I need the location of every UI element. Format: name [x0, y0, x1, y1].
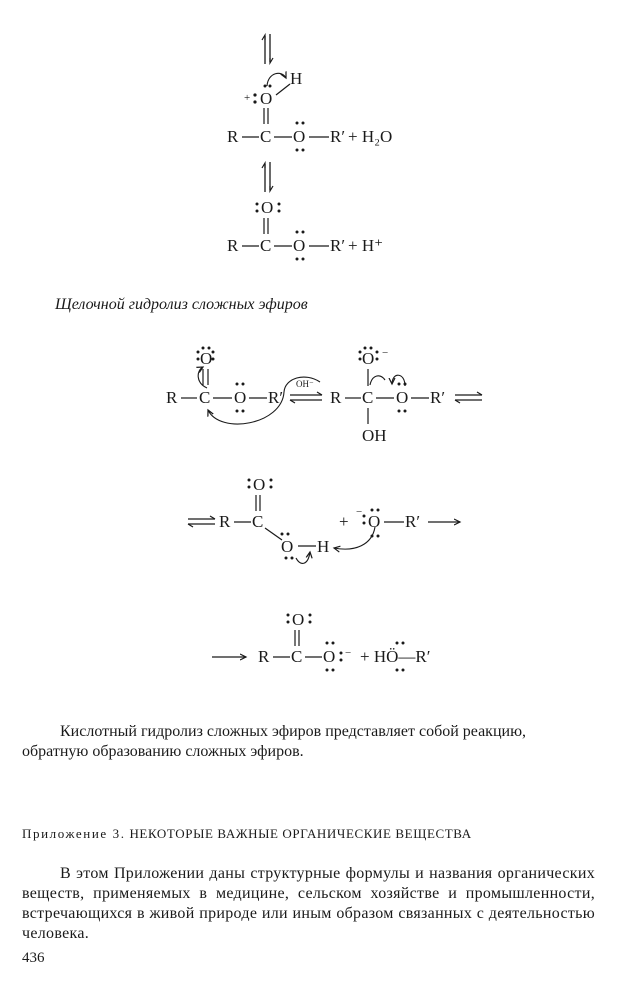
svg-text:R: R	[330, 388, 342, 407]
svg-text:R′: R′	[268, 388, 284, 407]
alcohol-term: + HÖ—R′	[360, 647, 431, 666]
paragraph-acid-hydrolysis	[22, 722, 597, 762]
svg-text:C: C	[252, 512, 264, 531]
svg-text:O: O	[396, 388, 409, 407]
equilibrium-arrow-vertical-2	[262, 162, 273, 192]
svg-text:O: O	[281, 537, 294, 556]
svg-text:O: O	[293, 127, 306, 146]
svg-text:R: R	[219, 512, 231, 531]
svg-text:C: C	[260, 236, 272, 255]
svg-text:R′: R′	[330, 127, 346, 146]
svg-text:H: H	[290, 69, 303, 88]
paragraph-appendix-intro: В этом Приложении даны структурные формулы и названия органических веществ, применяемых в медицине, сельском хозяйстве и промышленности, встречающихся в живой природе или иным образом связанных с деятельностью человека.	[22, 865, 595, 942]
protonated-ester-structure	[227, 69, 392, 152]
svg-text:R′: R′	[430, 388, 446, 407]
svg-text:H: H	[317, 537, 330, 556]
svg-text:−: −	[356, 506, 363, 518]
equilibrium-arrow-vertical-1	[262, 34, 273, 64]
svg-text:R: R	[227, 127, 239, 146]
svg-text:O: O	[261, 198, 274, 217]
svg-text:O: O	[362, 349, 375, 368]
svg-text:R: R	[166, 388, 178, 407]
svg-text:R′: R′	[405, 512, 421, 531]
hydroxide-label: OH⁻	[296, 379, 314, 389]
svg-text:R: R	[258, 647, 270, 666]
svg-text:O: O	[260, 89, 273, 108]
svg-text:C: C	[199, 388, 211, 407]
paragraph-line: Кислотный гидролиз сложных эфиров представляет собой реакцию,	[60, 723, 527, 740]
carboxylate-and-alcohol	[212, 610, 430, 672]
svg-text:O: O	[234, 388, 247, 407]
page-number: 436	[22, 950, 45, 966]
svg-text:C: C	[260, 127, 272, 146]
svg-text:C: C	[362, 388, 374, 407]
appendix-heading	[22, 826, 472, 842]
acid-and-alkoxide	[188, 475, 460, 563]
ester-structure	[227, 198, 383, 261]
svg-text:−: −	[345, 647, 352, 659]
svg-text:R: R	[227, 236, 239, 255]
appendix-label: Приложение 3.	[22, 826, 126, 841]
svg-text:O: O	[200, 349, 213, 368]
paragraph-line: обратную образованию сложных эфиров.	[22, 743, 304, 760]
svg-text:−: −	[382, 347, 389, 359]
tetrahedral-intermediate	[330, 347, 482, 446]
svg-text:OH: OH	[362, 426, 387, 445]
svg-text:+: +	[244, 92, 251, 104]
section-heading-alkaline-hydrolysis: Щелочной гидролиз сложных эфиров	[55, 296, 308, 313]
ester-with-hydroxide	[166, 347, 322, 424]
svg-text:O: O	[253, 475, 266, 494]
water-term: + H₂O	[348, 127, 393, 146]
svg-text:O: O	[323, 647, 336, 666]
svg-text:O: O	[368, 512, 381, 531]
svg-text:O: O	[293, 236, 306, 255]
appendix-title-text: НЕКОТОРЫЕ ВАЖНЫЕ ОРГАНИЧЕСКИЕ ВЕЩЕСТВА	[129, 826, 472, 841]
svg-text:O: O	[292, 610, 305, 629]
proton-term: + H⁺	[348, 236, 384, 255]
svg-text:+: +	[339, 512, 349, 531]
svg-text:C: C	[291, 647, 303, 666]
svg-text:R′: R′	[330, 236, 346, 255]
